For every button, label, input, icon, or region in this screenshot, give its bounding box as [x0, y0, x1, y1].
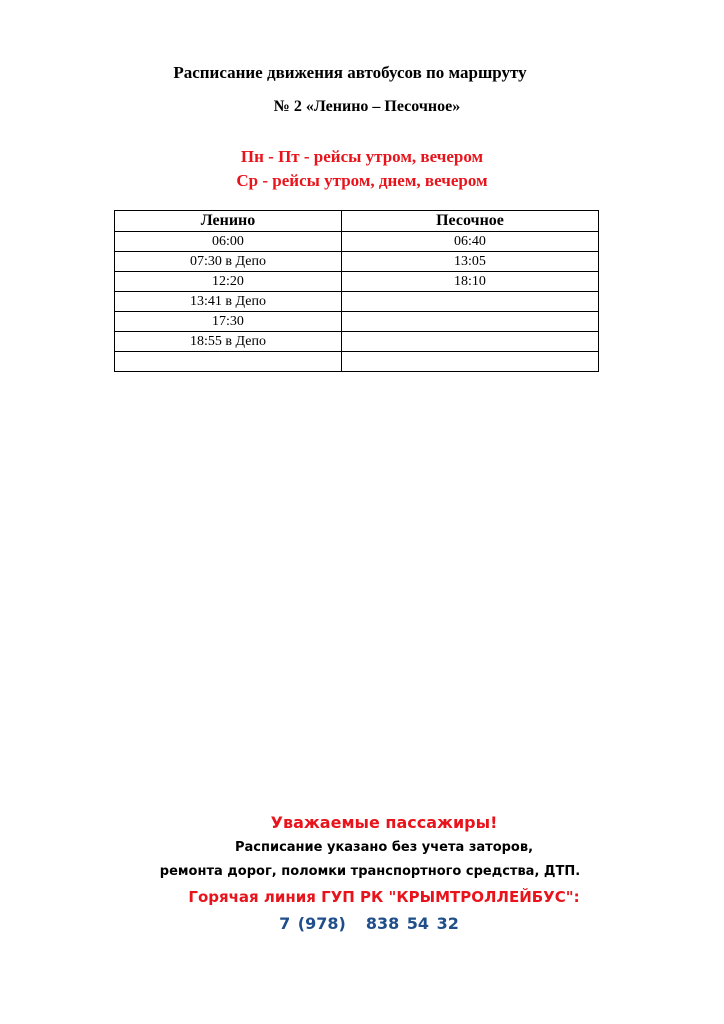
cell-pesochnoe: 06:40: [342, 232, 599, 252]
table-row: [115, 332, 599, 352]
table-row: [115, 312, 599, 332]
table-row: [115, 272, 599, 292]
cell-lenino: 17:30: [115, 312, 342, 332]
cell-pesochnoe: [342, 292, 599, 312]
disclaimer-line-2: ремонта дорог, поломки транспортного средства, ДТП.: [159, 864, 581, 879]
phone-number: 838 54 32: [365, 914, 459, 933]
column-header-lenino: Ленино: [115, 211, 342, 232]
cell-lenino: 06:00: [115, 232, 342, 252]
route-title: № 2 «Ленино – Песочное»: [273, 98, 461, 115]
hotline-label: Горячая линия ГУП РК "КРЫМТРОЛЛЕЙБУС":: [188, 888, 580, 906]
cell-pesochnoe: [342, 352, 599, 372]
table-row: [115, 352, 599, 372]
cell-lenino: 07:30 в Депо: [115, 252, 342, 272]
days-weekdays: Пн - Пт - рейсы утром, вечером: [240, 147, 484, 166]
cell-pesochnoe: [342, 312, 599, 332]
column-header-pesochnoe: Песочное: [342, 211, 599, 232]
table-row: [115, 252, 599, 272]
disclaimer-line-1: Расписание указано без учета заторов,: [234, 840, 534, 855]
passenger-greeting: Уважаемые пассажиры!: [270, 813, 498, 832]
cell-lenino: 13:41 в Депо: [115, 292, 342, 312]
schedule-table: [114, 210, 599, 372]
cell-pesochnoe: [342, 332, 599, 352]
table-row: [115, 292, 599, 312]
cell-lenino: 18:55 в Депо: [115, 332, 342, 352]
cell-pesochnoe: 13:05: [342, 252, 599, 272]
hotline-phone: [7, 914, 724, 933]
cell-lenino: 12:20: [115, 272, 342, 292]
table-header-row: [115, 211, 599, 232]
cell-lenino: [115, 352, 342, 372]
cell-pesochnoe: 18:10: [342, 272, 599, 292]
phone-code: 7 (978): [279, 914, 346, 933]
table-row: [115, 232, 599, 252]
days-wednesday: Ср - рейсы утром, днем, вечером: [236, 171, 488, 190]
page-title: Расписание движения автобусов по маршруту: [173, 63, 527, 82]
